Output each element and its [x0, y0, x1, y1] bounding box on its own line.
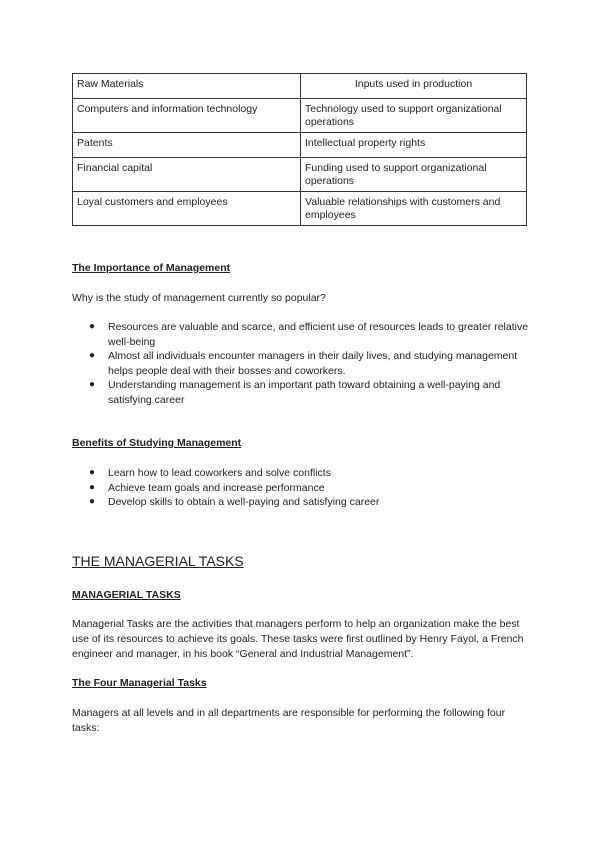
- list-item-text: Learn how to lead coworkers and solve conflicts: [108, 467, 331, 479]
- resources-table: [72, 73, 527, 226]
- bullet-icon: ●: [89, 321, 96, 332]
- list-item: [72, 481, 532, 496]
- table-cell: Inputs used in production: [301, 74, 527, 99]
- list-item: [72, 378, 532, 407]
- list-item-text: Resources are valuable and scarce, and efficient use of resources leads to greater relative well-being: [108, 321, 529, 348]
- table-cell: Raw Materials: [73, 74, 301, 99]
- bullet-icon: ●: [89, 467, 96, 478]
- table-cell: Funding used to support organizational operations: [301, 158, 527, 192]
- table-cell: Intellectual property rights: [301, 133, 527, 158]
- managerial-tasks-heading: MANAGERIAL TASKS: [72, 589, 181, 601]
- list-item-text: Develop skills to obtain a well-paying and satisfying career: [108, 496, 380, 508]
- list-item: [72, 466, 532, 481]
- table-cell: Valuable relationships with customers and employees: [301, 192, 527, 226]
- bullet-icon: ●: [89, 481, 96, 493]
- section-title: THE MANAGERIAL TASKS: [72, 553, 244, 569]
- importance-list: [72, 320, 532, 407]
- benefits-heading: Benefits of Studying Management: [72, 437, 242, 449]
- table-row: [73, 99, 527, 133]
- table-cell: Patents: [73, 133, 301, 158]
- table-cell: Loyal customers and employees: [73, 192, 301, 226]
- bullet-icon: ●: [89, 350, 96, 361]
- list-item: [72, 320, 532, 349]
- list-item-text: Achieve team goals and increase performance: [108, 481, 325, 494]
- table-row: [73, 158, 527, 192]
- list-item-text: Understanding management is an important path toward obtaining a well-paying and satisfying career: [108, 379, 501, 406]
- importance-heading: The Importance of Management: [72, 262, 231, 274]
- four-tasks-paragraph: Managers at all levels and in all departments are responsible for performing the following four tasks:: [72, 707, 506, 734]
- table-row: [73, 133, 527, 158]
- table-cell: Computers and information technology: [73, 99, 301, 133]
- table-row: [73, 192, 527, 226]
- bullet-icon: ●: [89, 379, 96, 390]
- four-tasks-heading: The Four Managerial Tasks: [72, 677, 207, 689]
- table-row: [73, 74, 527, 99]
- importance-question: Why is the study of management currently so popular?: [72, 292, 326, 304]
- list-item: [72, 495, 532, 510]
- table-cell: Technology used to support organizational operations: [301, 99, 527, 133]
- list-item-text: Almost all individuals encounter managers in their daily lives, and studying management helps people deal with their bosses and coworkers.: [108, 350, 518, 377]
- bullet-icon: ●: [89, 496, 96, 507]
- list-item: [72, 349, 532, 378]
- table-cell: Financial capital: [73, 158, 301, 192]
- managerial-tasks-paragraph: Managerial Tasks are the activities that managers perform to help an organization make the best use of its resources to achieve its goals. These tasks were first outlined by Henry Fayol, a French engineer and manager, in his book “General and Industrial Management”.: [72, 618, 524, 660]
- benefits-list: [72, 466, 532, 510]
